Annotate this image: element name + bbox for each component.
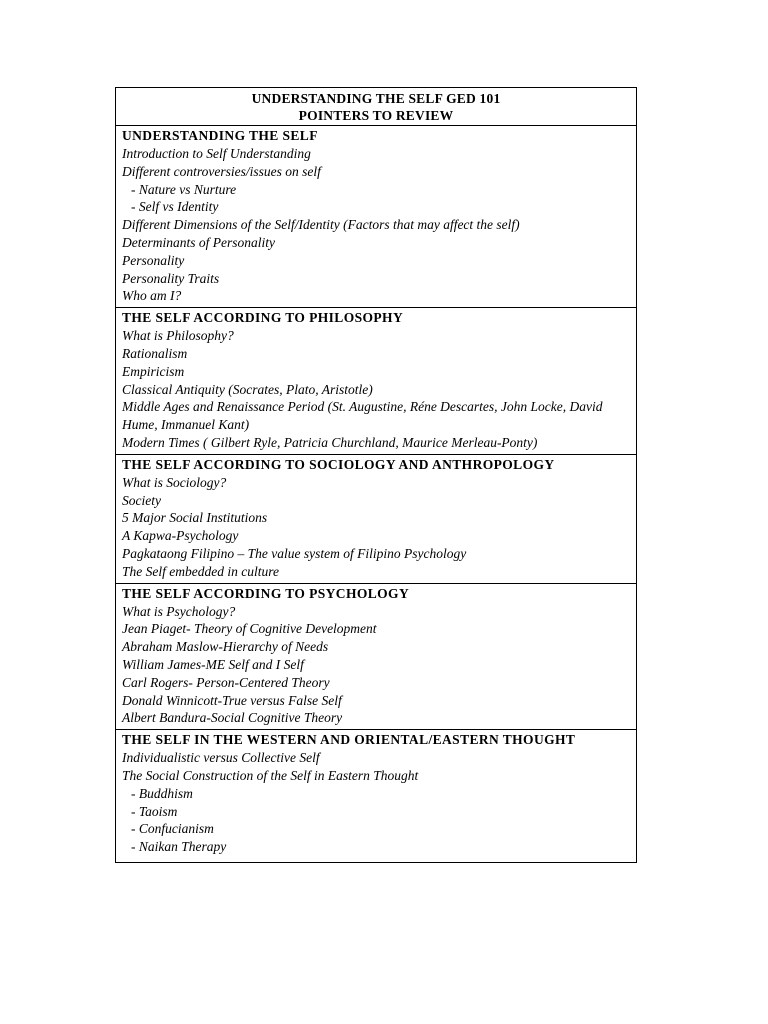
review-item: The Social Construction of the Self in Eastern Thought — [122, 767, 419, 783]
section-heading: THE SELF ACCORDING TO SOCIOLOGY AND ANTHROPOLOGY — [122, 456, 555, 472]
review-item: Pagkataong Filipino – The value system of Filipino Psychology — [122, 545, 467, 561]
review-item: Introduction to Self Understanding — [122, 146, 311, 161]
title-line-1: UNDERSTANDING THE SELF GED 101 — [251, 91, 501, 106]
review-section — [116, 126, 636, 308]
title-line-2: POINTERS TO REVIEW — [298, 108, 454, 123]
review-item: Empiricism — [122, 363, 185, 379]
review-item: Jean Piaget- Theory of Cognitive Development — [122, 621, 377, 637]
review-subitem: - Self vs Identity — [131, 199, 219, 215]
review-item: Who am I? — [122, 288, 182, 304]
review-subitem: - Taoism — [131, 803, 178, 819]
review-table — [115, 87, 637, 863]
review-item: What is Sociology? — [122, 474, 227, 490]
section-heading: THE SELF ACCORDING TO PHILOSOPHY — [122, 310, 404, 326]
review-item: Different controversies/issues on self — [122, 163, 321, 179]
review-item: Rationalism — [122, 345, 188, 361]
review-item: Individualistic versus Collective Self — [122, 750, 320, 766]
section-heading: UNDERSTANDING THE SELF — [122, 128, 318, 143]
review-item: William James-ME Self and I Self — [122, 656, 304, 672]
review-item: Abraham Maslow-Hierarchy of Needs — [122, 639, 329, 655]
document-title — [116, 88, 636, 126]
review-item: Personality Traits — [122, 270, 220, 286]
review-item: Classical Antiquity (Socrates, Plato, Aristotle) — [122, 381, 373, 397]
review-item: What is Philosophy? — [122, 328, 234, 344]
section-heading: THE SELF IN THE WESTERN AND ORIENTAL/EASTERN THOUGHT — [122, 732, 576, 748]
review-item: Society — [122, 492, 161, 508]
review-section — [116, 308, 636, 455]
review-section — [116, 730, 636, 862]
sections-container — [116, 126, 636, 862]
review-item: What is Psychology? — [122, 603, 236, 619]
review-item: A Kapwa-Psychology — [122, 528, 239, 544]
review-subitem: - Nature vs Nurture — [131, 181, 237, 197]
review-subitem: - Buddhism — [131, 785, 193, 801]
review-subitem: - Naikan Therapy — [131, 839, 227, 855]
review-item: Donald Winnicott-True versus False Self — [122, 692, 342, 708]
review-item: 5 Major Social Institutions — [122, 510, 268, 526]
review-subitem: - Confucianism — [131, 821, 214, 837]
review-item: Middle Ages and Renaissance Period (St. Augustine, Réne Descartes, John Locke, David Hume, Immanuel Kant) — [122, 399, 603, 433]
section-heading: THE SELF ACCORDING TO PSYCHOLOGY — [122, 585, 410, 601]
review-section — [116, 584, 636, 731]
review-section — [116, 455, 636, 584]
review-item: Different Dimensions of the Self/Identity (Factors that may affect the self) — [122, 217, 520, 233]
review-item: Modern Times ( Gilbert Ryle, Patricia Churchland, Maurice Merleau-Ponty) — [122, 434, 538, 450]
review-item: Albert Bandura-Social Cognitive Theory — [122, 710, 343, 726]
review-item: Personality — [122, 252, 185, 268]
review-item: The Self embedded in culture — [122, 563, 279, 579]
review-item: Determinants of Personality — [122, 234, 275, 250]
review-item: Carl Rogers- Person-Centered Theory — [122, 674, 330, 690]
